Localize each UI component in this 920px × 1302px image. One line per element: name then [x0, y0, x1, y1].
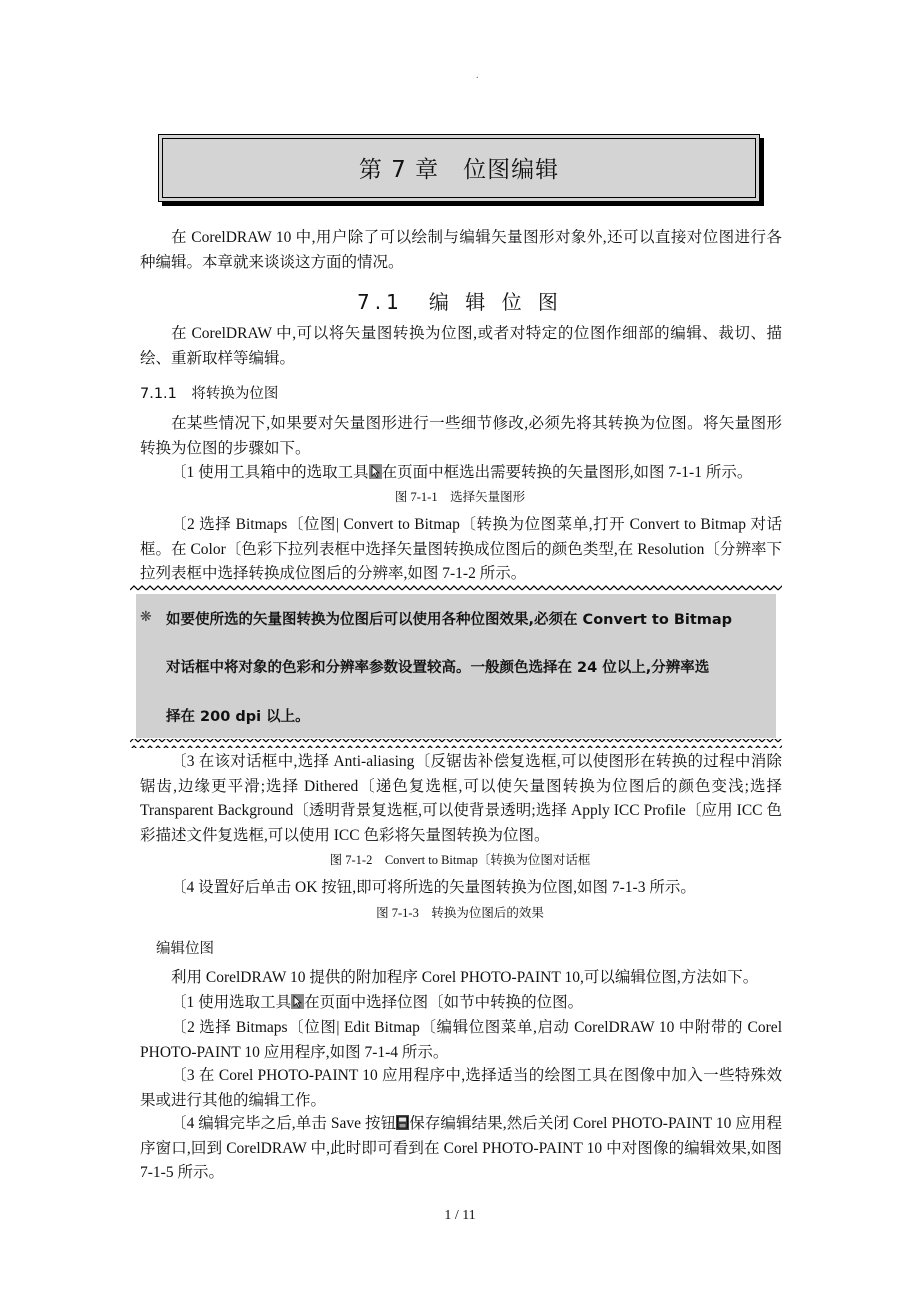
chapter-title: 第 7 章 位图编辑	[358, 157, 560, 183]
edit-step-3: 〔3 在 Corel PHOTO-PAINT 10 应用程序中,选择适当的绘图工具在图像中加入一些特殊效果或进行其他的编辑工作。	[140, 1067, 782, 1109]
section-title: 7.1 编 辑 位 图	[357, 290, 563, 314]
note-line-2: 对话框中将对象的色彩和分辨率参数设置较高。一般颜色选择在 24 位以上,分辨率选	[166, 660, 710, 676]
step-1-text-a: 〔1 使用工具箱中的选取工具	[171, 464, 369, 481]
subsection-paragraph: 在某些情况下,如果要对矢量图形进行一些细节修改,必须先将其转换为位图。将矢量图形转换为位图的步骤如下。	[140, 415, 782, 457]
edit-step-4-text-b: 保存编辑结果,然后关闭 Corel PHOTO-PAINT 10 应用程序窗口,回到 CorelDRAW 中,此时即可看到在 Corel PHOTO-PAINT 10 中对图像的编辑效果,如图 7-1-5 所示。	[140, 1115, 782, 1181]
step-1	[140, 461, 782, 486]
intro-paragraph: 在 CorelDRAW 10 中,用户除了可以绘制与编辑矢量图形对象外,还可以直接对位图进行各种编辑。本章就来谈谈这方面的情况。	[140, 229, 782, 271]
edit-step-1	[140, 991, 782, 1016]
edit-step-4-text-a: 〔4 编辑完毕之后,单击 Save 按钮	[171, 1115, 397, 1132]
pick-tool-icon	[291, 994, 304, 1009]
note-box	[130, 584, 782, 748]
note-line-3: 择在 200 dpi 以上。	[166, 709, 310, 725]
edit-step-1-text-a: 〔1 使用选取工具	[171, 994, 292, 1011]
pick-tool-icon	[369, 464, 382, 479]
save-icon	[396, 1115, 409, 1130]
chapter-title-box	[158, 134, 760, 202]
edit-step-4	[140, 1112, 782, 1186]
note-line-1: 如要使所选的矢量图转换为位图后可以使用各种位图效果,必须在 Convert to Bitmap	[166, 612, 733, 628]
subsection-2-title: 编辑位图	[156, 941, 214, 957]
figure-caption-7-1-3: 图 7-1-3 转换为位图后的效果	[376, 906, 544, 920]
header-dot: .	[476, 70, 479, 81]
step-3: 〔3 在该对话框中,选择 Anti-aliasing〔反锯齿补偿复选框,可以使图形在转换的过程中消除锯齿,边缘更平滑;选择 Dithered〔递色复选框,可以使矢量图转换为位图后的颜色变浅;选择 Transparent Background〔透明背景复选框,可以使背景透明;选择 Apply ICC Profile〔应用 ICC 色彩描述文件复选框,可以使用 ICC 色彩将矢量图转换为位图。	[140, 753, 782, 844]
page-number: 1 / 11	[444, 1208, 476, 1223]
edit-step-1-text-b: 在页面中选择位图〔如节中转换的位图。	[304, 994, 584, 1011]
edit-step-2: 〔2 选择 Bitmaps〔位图| Edit Bitmap〔编辑位图菜单,启动 CorelDRAW 10 中附带的 Corel PHOTO-PAINT 10 应用程序,如图 7-1-4 所示。	[140, 1019, 782, 1061]
figure-caption-7-1-1: 图 7-1-1 选择矢量图形	[394, 490, 526, 504]
note-asterisk-icon: ❋	[140, 609, 152, 625]
step-2: 〔2 选择 Bitmaps〔位图| Convert to Bitmap〔转换为位图菜单,打开 Convert to Bitmap 对话框。在 Color〔色彩下拉列表框中选择矢量图转换成位图后的颜色类型,在 Resolution〔分辨率下拉列表框中选择转换成位图后的分辨率,如图 7-1-2 所示。	[140, 516, 782, 582]
section-intro-paragraph: 在 CorelDRAW 中,可以将矢量图转换为位图,或者对特定的位图作细部的编辑、裁切、描绘、重新取样等编辑。	[140, 325, 782, 367]
figure-caption-7-1-2: 图 7-1-2 Convert to Bitmap〔转换为位图对话框	[329, 853, 591, 867]
step-4: 〔4 设置好后单击 OK 按钮,即可将所选的矢量图转换为位图,如图 7-1-3 所示。	[171, 879, 696, 896]
subsection-title: 7.1.1 将转换为位图	[140, 386, 279, 402]
subsection-2-paragraph: 利用 CorelDRAW 10 提供的附加程序 Corel PHOTO-PAINT 10,可以编辑位图,方法如下。	[171, 969, 759, 986]
step-1-text-b: 在页面中框选出需要转换的矢量图形,如图 7-1-1 所示。	[381, 464, 753, 481]
